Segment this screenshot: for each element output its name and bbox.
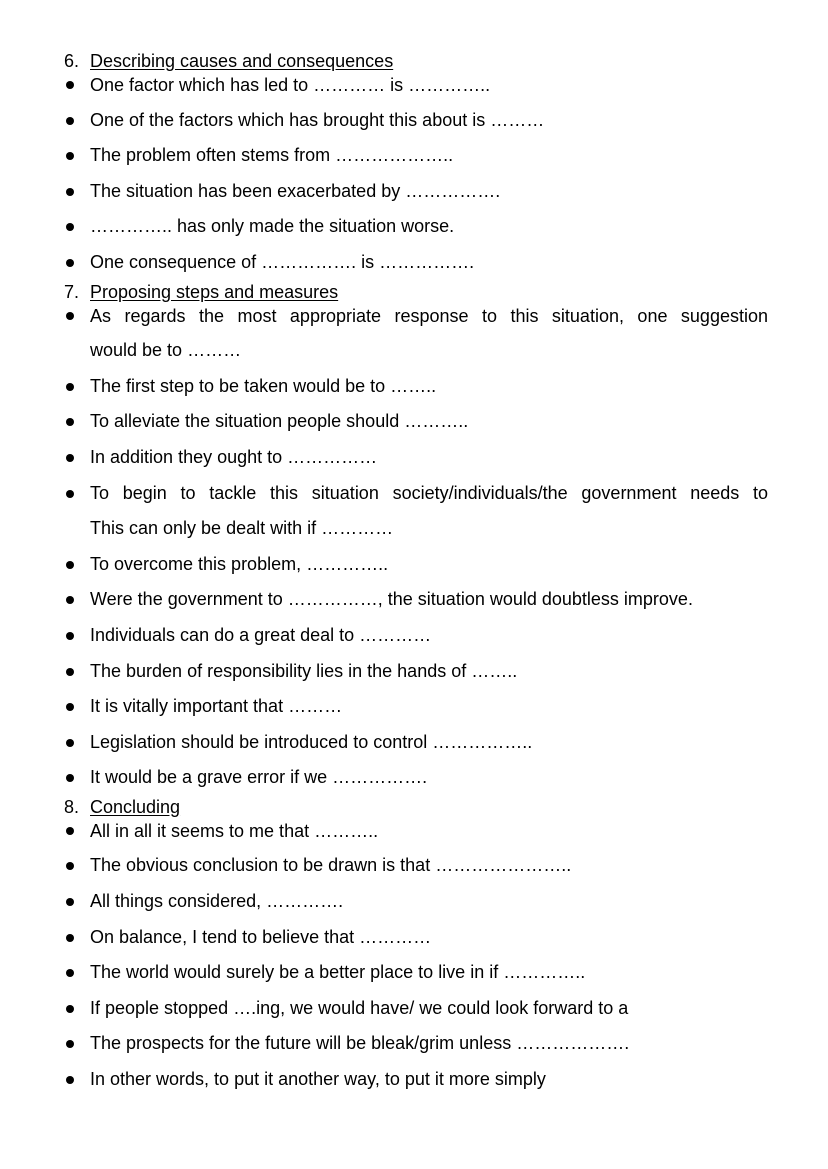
phrase-item: The prospects for the future will be bleak/grim unless ………………. xyxy=(64,1026,768,1062)
phrase-item: The world would surely be a better place to live in if ………….. xyxy=(64,955,768,991)
phrase-item: To alleviate the situation people should ……….. xyxy=(64,404,768,440)
phrase-continuation: This can only be dealt with if ………… xyxy=(90,518,394,539)
phrase-item: All things considered, …………. xyxy=(64,884,768,920)
phrase-item: In addition they ought to …………… xyxy=(64,440,768,476)
phrase-item: One factor which has led to ………… is ………….. xyxy=(64,72,768,98)
phrase-list xyxy=(64,72,768,281)
phrase-item: As regards the most appropriate response to this situation, one suggestion xyxy=(64,303,768,329)
phrase-item: On balance, I tend to believe that ………… xyxy=(64,920,768,956)
phrase-item: Individuals can do a great deal to ………… xyxy=(64,618,768,654)
phrase-item: The obvious conclusion to be drawn is that ………………….. xyxy=(64,848,768,884)
section-number: 6. xyxy=(64,51,80,71)
section-heading xyxy=(64,281,768,303)
phrase-item: If people stopped ….ing, we would have/ we could look forward to a xyxy=(64,991,768,1027)
section-concluding xyxy=(64,796,768,1098)
phrase-item: To begin to tackle this situation society/individuals/the government needs to xyxy=(64,476,768,512)
phrase-item: It is vitally important that ……… xyxy=(64,689,768,725)
phrase-item: One consequence of ……………. is ……………. xyxy=(64,245,768,281)
phrase-item: The problem often stems from ……………….. xyxy=(64,138,768,174)
phrase-item: All in all it seems to me that ……….. xyxy=(64,818,768,844)
section-number: 8. xyxy=(64,796,80,817)
phrase-item: One of the factors which has brought this about is ……… xyxy=(64,103,768,139)
phrase-item: ………….. has only made the situation worse. xyxy=(64,209,768,245)
section-heading xyxy=(64,50,768,72)
phrase-item: The first step to be taken would be to …….. xyxy=(64,369,768,405)
phrase-item: Were the government to ……………, the situation would doubtless improve. xyxy=(64,582,768,618)
section-steps-measures xyxy=(64,281,768,796)
section-title: Describing causes and consequences xyxy=(90,51,394,71)
section-title: Proposing steps and measures xyxy=(90,281,339,302)
section-causes-consequences xyxy=(64,50,768,281)
section-number: 7. xyxy=(64,281,80,302)
phrase-list xyxy=(64,818,768,1098)
phrase-item: The burden of responsibility lies in the hands of …….. xyxy=(64,654,768,690)
phrase-item: In other words, to put it another way, to put it more simply xyxy=(64,1062,768,1098)
phrase-item: To overcome this problem, ………….. xyxy=(64,547,768,583)
phrase-item: The situation has been exacerbated by ……………. xyxy=(64,174,768,210)
phrase-continuation: would be to ……… xyxy=(90,340,242,361)
phrase-item: Legislation should be introduced to control …………….. xyxy=(64,725,768,761)
section-heading xyxy=(64,796,768,818)
phrase-item: It would be a grave error if we ……………. xyxy=(64,760,768,796)
document-body xyxy=(64,50,768,1098)
phrase-list xyxy=(64,303,768,796)
section-title: Concluding xyxy=(90,796,181,817)
